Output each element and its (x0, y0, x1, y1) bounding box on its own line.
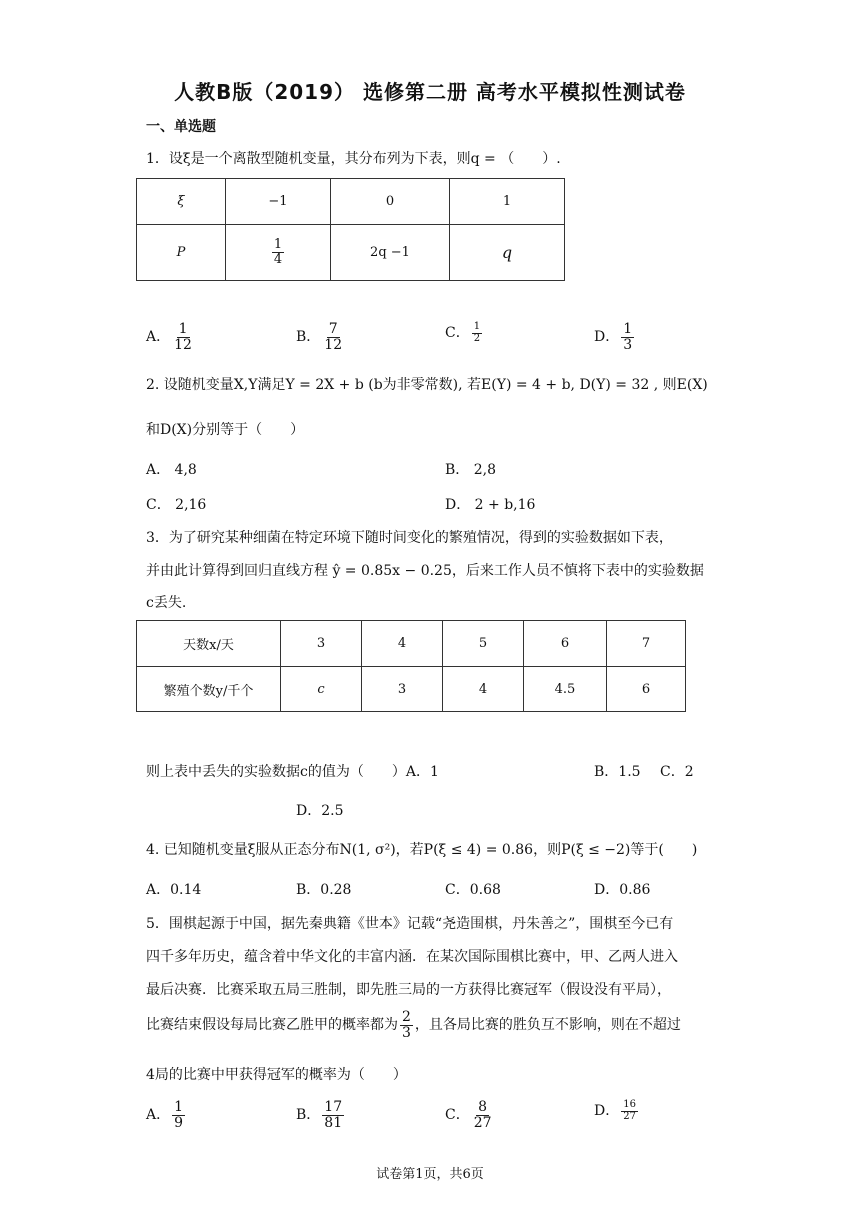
option-label: D． (594, 329, 620, 346)
q3-data-table (136, 620, 686, 712)
q3-cell: 3 (362, 667, 443, 712)
option-label: C． (445, 1107, 470, 1124)
fraction-numerator: 2 (402, 1009, 411, 1025)
q3-option-d: D．2.5 (296, 803, 344, 819)
option-label: C． (445, 325, 470, 341)
fraction-numerator: 1 (178, 321, 188, 337)
fraction-numerator: 16 (623, 1099, 636, 1110)
q1-stem-text: 1．设ξ是一个离散型随机变量，其分布列为下表，则 (146, 151, 471, 167)
q3-cell: 5 (443, 621, 524, 667)
fraction-numerator: 1 (174, 1099, 184, 1115)
q5-line2: 四千多年历史，蕴含着中华文化的丰富内涵．在某次国际围棋比赛中，甲、乙两人进入 (146, 949, 678, 965)
q1-option-d (594, 322, 636, 352)
q2-option-d: D． 2 + b,16 (445, 497, 536, 513)
fraction-denominator: 12 (324, 336, 343, 353)
option-label: B． (296, 329, 321, 346)
q4-line1: 4. 已知随机变量ξ服从正态分布N(1, σ²)，若P(ξ ≤ 4) = 0.86，则P(ξ ≤ −2)等于( ) (146, 842, 698, 858)
q1-cell: P (137, 225, 226, 281)
q5-option-a (146, 1100, 187, 1130)
fraction-denominator: 27 (473, 1114, 492, 1131)
q1-option-b (296, 322, 346, 352)
q5-option-c (445, 1100, 496, 1130)
page-title: 人教B版（2019） 选修第二册 高考水平模拟性测试卷 (174, 80, 686, 104)
q3-cell: 7 (607, 621, 686, 667)
q3-cell: 6 (524, 621, 607, 667)
q5-option-b (296, 1100, 346, 1130)
q3-cell: 天数x/天 (137, 621, 281, 667)
q5-line5: 4局的比赛中甲获得冠军的概率为（ ） (146, 1067, 407, 1083)
q1-cell: 0 (331, 179, 450, 225)
q1-stem (146, 148, 561, 168)
fraction-denominator: 3 (402, 1024, 411, 1041)
option-label: A． (146, 329, 171, 346)
q1-distribution-table (136, 178, 565, 281)
page-footer: 试卷第1页，共6页 (376, 1167, 484, 1182)
fraction-denominator: 12 (174, 336, 192, 353)
q3-cell: 繁殖个数y/千个 (137, 667, 281, 712)
q5-line4 (146, 1010, 681, 1040)
q2-line2: 和D(X)分别等于（ ） (146, 422, 305, 438)
fraction-numerator: 1 (273, 237, 283, 253)
q3-cell: 4.5 (524, 667, 607, 712)
q4-option-b: B．0.28 (296, 882, 352, 898)
q1-cell: q (450, 225, 565, 281)
q3-line4: 则上表中丢失的实验数据c的值为（ ）A．1 (146, 764, 439, 780)
fraction-denominator: 4 (273, 252, 283, 267)
q1-option-c (445, 322, 484, 344)
q2-option-b: B． 2,8 (445, 462, 497, 478)
q4-option-d: D．0.86 (594, 882, 651, 898)
fraction-numerator: 1 (473, 321, 481, 332)
q5-line4-pre: 比赛结束假设每局比赛乙胜甲的概率都为 (146, 1017, 398, 1034)
q3-cell: 4 (362, 621, 443, 667)
fraction-denominator: 2 (473, 332, 481, 344)
q3-line3: c丢失. (146, 595, 187, 611)
q3-cell: 6 (607, 667, 686, 712)
q3-option-c: C．2 (660, 764, 694, 780)
q5-option-d (594, 1100, 640, 1122)
fraction-numerator: 8 (478, 1099, 488, 1115)
fraction-denominator: 9 (174, 1114, 184, 1131)
section-heading: 一、单选题 (146, 119, 216, 135)
q3-cell: 3 (281, 621, 362, 667)
q1-cell: 2q −1 (331, 225, 450, 281)
fraction-denominator: 81 (324, 1114, 343, 1131)
q2-option-a: A． 4,8 (146, 462, 197, 478)
fraction-numerator: 1 (623, 321, 633, 337)
q3-option-b: B．1.5 (594, 764, 641, 780)
q1-stem-end: q = （ ）. (470, 151, 561, 167)
q5-line3: 最后决赛．比赛采取五局三胜制，即先胜三局的一方获得比赛冠军（假设没有平局）， (146, 982, 671, 998)
fraction-denominator: 27 (623, 1110, 636, 1122)
q4-option-a: A．0.14 (146, 882, 202, 898)
q3-line1: 3．为了研究某种细菌在特定环境下随时间变化的繁殖情况，得到的实验数据如下表， (146, 530, 673, 546)
q1-option-a (146, 322, 196, 352)
q5-line1: 5．围棋起源于中国，据先秦典籍《世本》记载“尧造围棋，丹朱善之”，围棋至今已有 (146, 916, 674, 932)
q2-option-c: C． 2,16 (146, 497, 207, 513)
q3-line2: 并由此计算得到回归直线方程 ŷ = 0.85x − 0.25，后来工作人员不慎将下表中的实验数据 (146, 563, 704, 579)
q2-line1: 2. 设随机变量X,Y满足Y = 2X + b (b为非零常数), 若E(Y) = 4 + b, D(Y) = 32 , 则E(X) (146, 377, 708, 393)
fraction-numerator: 17 (324, 1099, 343, 1115)
q1-cell: ξ (137, 179, 226, 225)
q3-cell: c (281, 667, 362, 712)
q1-cell: −1 (226, 179, 331, 225)
q1-cell-fraction (226, 225, 331, 281)
option-label: D． (594, 1103, 620, 1119)
q3-cell: 4 (443, 667, 524, 712)
q5-line4-post: ，且各局比赛的胜负互不影响，则在不超过 (414, 1017, 681, 1034)
q1-cell: 1 (450, 179, 565, 225)
fraction-denominator: 3 (623, 336, 633, 353)
option-label: B． (296, 1107, 321, 1124)
q4-option-c: C．0.68 (445, 882, 501, 898)
fraction-numerator: 7 (328, 321, 338, 337)
option-label: A． (146, 1107, 171, 1124)
